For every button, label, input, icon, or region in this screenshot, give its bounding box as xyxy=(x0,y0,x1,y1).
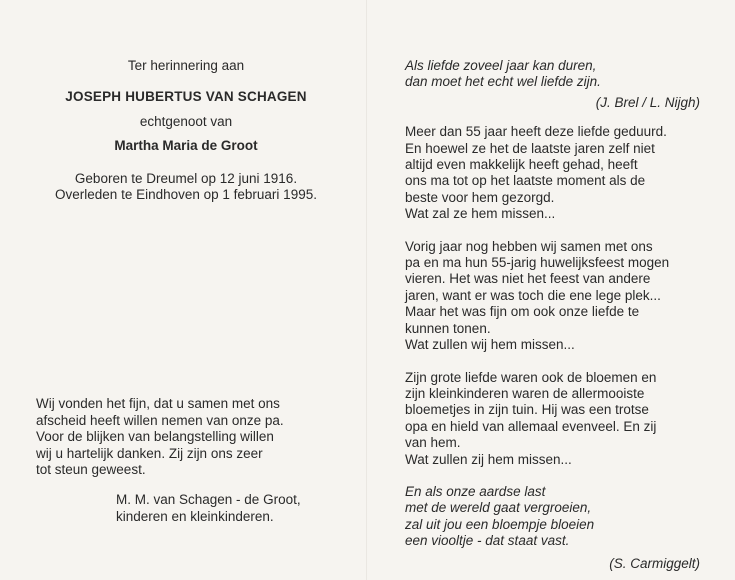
card-fold xyxy=(366,0,368,580)
paragraph-line: jaren, want er was toch die ene lege plek... xyxy=(405,287,661,303)
signature-line: kinderen en kleinkinderen. xyxy=(116,508,274,524)
quote-line: Als liefde zoveel jaar kan duren, xyxy=(405,58,597,73)
paragraph-line: opa en hield van allemaal evenveel. En zij xyxy=(405,418,657,434)
paragraph-line: bloemetjes in zijn tuin. Hij was een trotse xyxy=(405,402,649,418)
deceased-name: JOSEPH HUBERTUS VAN SCHAGEN xyxy=(65,89,307,105)
paragraph-line: Meer dan 55 jaar heeft deze liefde geduurd. xyxy=(405,124,667,140)
death-line: Overleden te Eindhoven op 1 februari 1995. xyxy=(55,187,317,203)
intro-text: Ter herinnering aan xyxy=(127,58,245,73)
quote-line: zal uit jou een bloempje bloeien xyxy=(405,516,595,532)
paragraph-two xyxy=(405,239,700,354)
closing-quote-author: (S. Carmiggelt) xyxy=(609,555,700,571)
opening-quote xyxy=(405,58,700,91)
quote-line: En als onze aardse last xyxy=(405,483,546,499)
thanks-paragraph xyxy=(36,396,328,478)
thanks-line: tot steun geweest. xyxy=(36,462,146,478)
paragraph-line: pa en ma hun 55-jarig huwelijksfeest mogen xyxy=(405,255,670,271)
signature-line: M. M. van Schagen - de Groot, xyxy=(116,492,301,508)
right-panel xyxy=(405,58,700,572)
paragraph-line: ons ma tot op het laatste moment als de xyxy=(405,173,646,189)
thanks-line: wij u hartelijk danken. Zij zijn ons zeer xyxy=(36,445,263,461)
relation-text: echtgenoot van xyxy=(139,113,233,129)
paragraph-line: Wat zullen zij hem missen... xyxy=(405,451,572,467)
paragraph-line: Zijn grote liefde waren ook de bloemen en xyxy=(405,369,657,385)
thanks-line: Wij vonden het fijn, dat u samen met ons xyxy=(36,396,280,412)
paragraph-line: beste voor hem gezorgd. xyxy=(405,189,555,205)
quote-line: met de wereld gaat vergroeien, xyxy=(405,500,592,516)
paragraph-line: kunnen tonen. xyxy=(405,320,491,336)
paragraph-line: van hem. xyxy=(405,435,461,451)
paragraph-line: Vorig jaar nog hebben wij samen met ons xyxy=(405,238,653,254)
left-panel xyxy=(36,58,336,525)
quote-line: dan moet het echt wel liefde zijn. xyxy=(405,74,601,90)
paragraph-line: En hoewel ze het de laatste jaren zelf niet xyxy=(405,140,655,156)
paragraph-line: zijn kleinkinderen waren de allermooiste xyxy=(405,385,645,401)
thanks-line: afscheid heeft willen nemen van onze pa. xyxy=(36,412,284,428)
paragraph-line: altijd even makkelijk heeft gehad, heeft xyxy=(405,157,638,173)
closing-quote xyxy=(405,484,700,550)
paragraph-line: Wat zullen wij hem missen... xyxy=(405,337,575,353)
paragraph-line: Wat zal ze hem missen... xyxy=(405,206,556,222)
paragraph-three xyxy=(405,370,700,468)
birth-line: Geboren te Dreumel op 12 juni 1916. xyxy=(74,170,298,186)
opening-quote-author: (J. Brel / L. Nijgh) xyxy=(595,94,700,110)
signature-block xyxy=(36,492,336,525)
paragraph-one xyxy=(405,124,700,222)
paragraph-line: vieren. Het was niet het feest van andere xyxy=(405,271,651,287)
quote-line: een viooltje - dat staat vast. xyxy=(405,533,570,549)
thanks-line: Voor de blijken van belangstelling willen xyxy=(36,429,274,445)
paragraph-line: Maar het was fijn om ook onze liefde te xyxy=(405,304,640,320)
spouse-name: Martha Maria de Groot xyxy=(114,138,258,154)
